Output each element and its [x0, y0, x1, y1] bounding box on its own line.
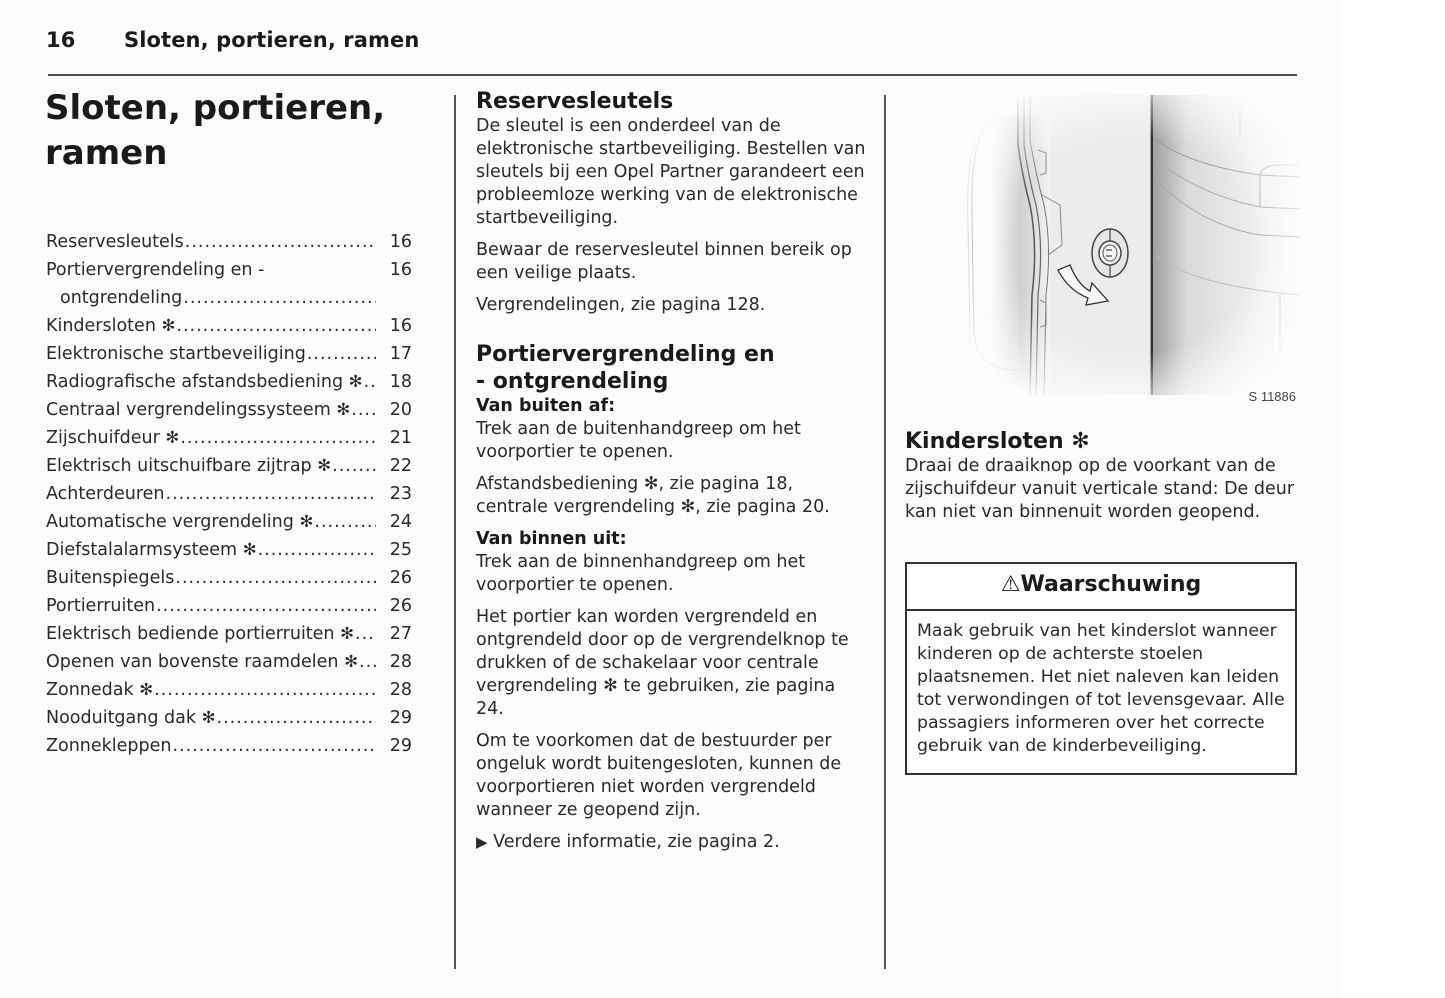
toc-entry[interactable]: [46, 256, 412, 312]
remote-reference: Afstandsbediening ✻, zie pagina 18,: [476, 474, 794, 494]
middle-column: [476, 88, 868, 863]
leader-dots: [176, 312, 376, 340]
optional-equipment-star-icon: ✻: [340, 624, 355, 643]
toc-entry-label: Zonnedak ✻: [46, 680, 154, 700]
toc-entry-page: 25: [389, 540, 412, 560]
optional-equipment-star-icon: ✻: [161, 316, 176, 335]
toc-entry[interactable]: [46, 564, 412, 592]
toc-entry[interactable]: [46, 676, 412, 704]
kindersloten-section: [905, 428, 1299, 533]
toc-entry-page: 21: [389, 428, 412, 448]
subheading-inside: Van binnen uit:: [476, 529, 627, 549]
running-header: [46, 28, 419, 58]
leader-dots: [364, 368, 376, 396]
leader-dots: [217, 704, 377, 732]
toc-entry-label: Zonnekleppen: [46, 736, 172, 756]
toc-entry-label: Elektronische startbeveiliging: [46, 344, 306, 364]
optional-equipment-star-icon: ✻: [165, 428, 180, 447]
child-lock-illustration: [960, 95, 1300, 395]
leader-dots: [258, 536, 376, 564]
arrow-right-icon: ▶: [476, 833, 488, 851]
figure-label: S 11886: [1248, 389, 1296, 404]
toc-entry-page: 18: [389, 372, 412, 392]
toc-entry-label: Nooduitgang dak ✻: [46, 708, 216, 728]
subheading-outside: Van buiten af:: [476, 396, 616, 416]
section-heading-kindersloten: Kindersloten ✻: [905, 429, 1090, 454]
leader-dots: [175, 564, 376, 592]
toc-entry[interactable]: [46, 732, 412, 760]
toc-entry-page: 29: [389, 708, 412, 728]
toc-entry-label: Radiografische afstandsbediening ✻: [46, 372, 363, 392]
column-divider-left: [454, 95, 456, 969]
toc-entry-label: Reservesleutels: [46, 232, 184, 252]
toc-entry[interactable]: [46, 452, 412, 480]
toc-entry-label: Buitenspiegels: [46, 568, 175, 588]
chapter-title: Sloten, portieren, ramen: [45, 88, 386, 173]
toc-entry-label: Achterdeuren: [46, 484, 165, 504]
toc-entry-label: Kindersloten ✻: [46, 316, 176, 336]
toc-entry[interactable]: [46, 536, 412, 564]
leader-dots: [332, 452, 376, 480]
optional-equipment-star-icon: ✻: [348, 372, 363, 391]
optional-equipment-star-icon: ✻: [139, 680, 154, 699]
leader-dots: [355, 620, 376, 648]
paragraph: Om te voorkomen dat de bestuurder per ongeluk wordt buitengesloten, kunnen de voorportieren niet worden vergrendeld wanneer ze geopend zijn.: [476, 731, 842, 820]
warning-triangle-icon: ⚠: [1000, 572, 1021, 597]
toc-entry[interactable]: [46, 592, 412, 620]
warning-header: [907, 564, 1295, 611]
toc-entry-label: Openen van bovenste raamdelen ✻: [46, 652, 359, 672]
toc-entry-label: Elektrisch uitschuifbare zijtrap ✻: [46, 456, 332, 476]
toc-entry[interactable]: [46, 424, 412, 452]
optional-equipment-star-icon: ✻: [344, 652, 359, 671]
toc-entry[interactable]: [46, 704, 412, 732]
more-info-text: Verdere informatie, zie pagina 2.: [493, 832, 780, 852]
cross-reference: Vergrendelingen, zie pagina 128.: [476, 295, 766, 315]
toc-entry-page: 27: [389, 624, 412, 644]
column-divider-right: [884, 95, 886, 969]
leader-dots: [185, 228, 376, 256]
table-of-contents: [46, 228, 412, 760]
toc-entry-page: 26: [389, 568, 412, 588]
toc-entry-page: 28: [389, 680, 412, 700]
toc-entry-label: Centraal vergrendelingssysteem ✻: [46, 400, 351, 420]
leader-dots: [359, 648, 376, 676]
running-title: Sloten, portieren, ramen: [124, 28, 420, 52]
toc-entry[interactable]: [46, 368, 412, 396]
warning-title: Waarschuwing: [1020, 572, 1202, 597]
toc-entry[interactable]: [46, 508, 412, 536]
toc-entry[interactable]: [46, 312, 412, 340]
leader-dots: [183, 284, 376, 312]
toc-entry-page: 29: [389, 736, 412, 756]
leader-dots: [314, 508, 376, 536]
optional-equipment-star-icon: ✻: [317, 456, 332, 475]
toc-entry-label-continued: ontgrendeling: [60, 288, 183, 308]
paragraph: Bewaar de reservesleutel binnen bereik op een veilige plaats.: [476, 240, 852, 283]
paragraph: Het portier kan worden vergrendeld en ontgrendeld door op de vergrendelknop te drukken of de schakelaar voor centrale vergrendeling ✻ te gebruiken, zie pagina 24.: [476, 607, 849, 719]
toc-entry-label: Portierruiten: [46, 596, 156, 616]
paragraph: Draai de draaiknop op de voorkant van de zijschuifdeur vanuit verticale stand: De deur kan niet van binnenuit worden geopend.: [905, 456, 1295, 522]
toc-entry[interactable]: [46, 396, 412, 424]
toc-entry-page: 23: [389, 484, 412, 504]
leader-dots: [172, 732, 376, 760]
toc-entry-page: 24: [389, 512, 412, 532]
toc-entry-page: 26: [389, 596, 412, 616]
leader-dots: [351, 396, 376, 424]
section-heading-reservesleutels: Reservesleutels: [476, 89, 674, 114]
toc-entry-label: Zijschuifdeur ✻: [46, 428, 180, 448]
toc-entry-page: 16: [389, 316, 412, 336]
section-heading-portiervergrendeling: Portiervergrendeling en - ontgrendeling: [476, 342, 775, 394]
leader-dots: [154, 676, 376, 704]
header-rule: [48, 74, 1297, 76]
toc-entry-label: Automatische vergrendeling ✻: [46, 512, 314, 532]
paragraph: Trek aan de buitenhandgreep om het voorportier te openen.: [476, 419, 801, 462]
page-number: 16: [46, 28, 76, 52]
toc-entry-label: Diefstalalarmsysteem ✻: [46, 540, 257, 560]
toc-entry[interactable]: [46, 340, 412, 368]
optional-equipment-star-icon: ✻: [299, 512, 314, 531]
toc-entry-page: 20: [389, 400, 412, 420]
optional-equipment-star-icon: ✻: [201, 708, 216, 727]
warning-box: [905, 562, 1297, 775]
toc-entry-page: 16: [389, 232, 412, 252]
toc-entry[interactable]: [46, 648, 412, 676]
toc-entry-label: Portiervergrendeling en -: [46, 260, 265, 280]
leader-dots: [307, 340, 376, 368]
leader-dots: [156, 592, 376, 620]
toc-entry-page: 17: [389, 344, 412, 364]
toc-entry[interactable]: [46, 480, 412, 508]
toc-entry[interactable]: [46, 228, 412, 256]
more-info: [476, 831, 868, 854]
central-lock-reference: centrale vergrendeling ✻, zie pagina 20.: [476, 497, 830, 517]
toc-entry-page: 16: [389, 260, 412, 280]
optional-equipment-star-icon: ✻: [242, 540, 257, 559]
leader-dots: [180, 424, 376, 452]
paragraph: Trek aan de binnenhandgreep om het voorportier te openen.: [476, 552, 806, 595]
toc-entry-page: 22: [389, 456, 412, 476]
toc-entry-label: Elektrisch bediende portierruiten ✻: [46, 624, 355, 644]
toc-entry-page: 28: [389, 652, 412, 672]
optional-equipment-star-icon: ✻: [336, 400, 351, 419]
paragraph: De sleutel is een onderdeel van de elektronische startbeveiliging. Bestellen van sleutels bij een Opel Partner garandeert een probleemloze werking van de elektronische startbeveiliging.: [476, 116, 866, 228]
paragraph: [476, 473, 868, 519]
leader-dots: [166, 480, 376, 508]
toc-entry[interactable]: [46, 620, 412, 648]
warning-text: Maak gebruik van het kinderslot wanneer kinderen op de achterste stoelen plaatsnemen. Het niet naleven kan leiden tot verwondingen of tot levensgevaar. Alle passagiers informeren over het correcte gebruik van de kinderbeveiliging.: [917, 621, 1285, 756]
